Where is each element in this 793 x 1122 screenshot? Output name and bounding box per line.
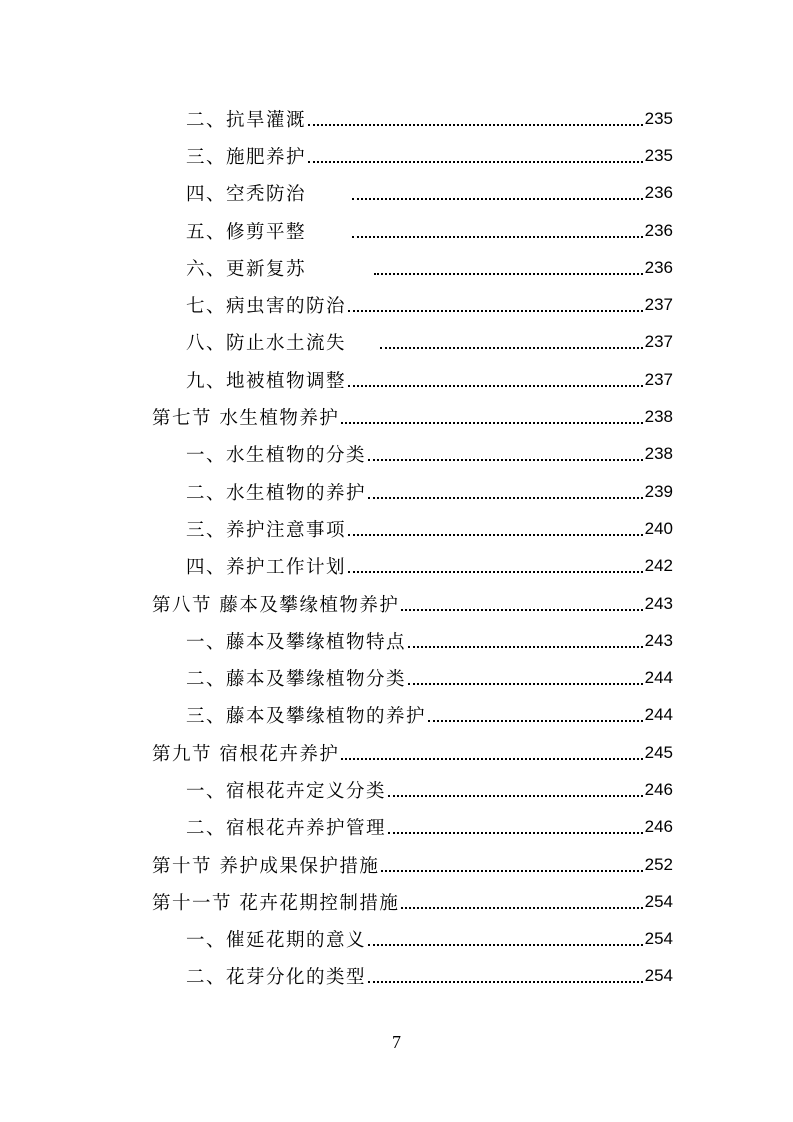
toc-entry-title: 六、更新复苏 <box>186 258 307 280</box>
toc-entry-title: 三、养护注意事项 <box>186 519 347 541</box>
toc-dot-leader <box>374 273 643 275</box>
toc-dot-leader <box>368 944 643 946</box>
toc-dot-leader <box>348 534 643 536</box>
toc-entry-page: 236 <box>644 183 673 203</box>
toc-entry[interactable] <box>0 659 793 696</box>
toc-entry[interactable] <box>0 846 793 883</box>
toc-dot-leader <box>341 758 642 760</box>
toc-entry-page: 235 <box>644 108 673 128</box>
toc-entry-title: 一、催延花期的意义 <box>186 930 367 952</box>
toc-entry-title: 一、水生植物的分类 <box>186 445 367 467</box>
toc-entry-title: 二、抗旱灌溉 <box>186 109 307 131</box>
toc-dot-leader <box>348 571 643 573</box>
toc-entry-title: 三、藤本及攀缘植物的养护 <box>186 706 427 728</box>
toc-entry-page: 239 <box>644 481 673 501</box>
toc-dot-leader <box>380 347 643 349</box>
toc-entry-page: 243 <box>644 593 673 613</box>
toc-dot-leader <box>401 609 642 611</box>
toc-entry-page: 235 <box>644 145 673 165</box>
toc-entry-page: 240 <box>644 518 673 538</box>
toc-entry-title: 八、防止水土流失 <box>186 333 347 355</box>
toc-entry-title: 第七节 水生植物养护 <box>152 408 340 430</box>
toc-dot-leader <box>408 646 643 648</box>
toc-entry-title: 二、藤本及攀缘植物分类 <box>186 669 407 691</box>
toc-entry-page: 238 <box>644 407 673 427</box>
toc-entry-title: 四、养护工作计划 <box>186 557 347 579</box>
toc-entry-page: 243 <box>644 630 673 650</box>
toc-entry-page: 237 <box>644 295 673 315</box>
toc-entry-page: 245 <box>644 742 673 762</box>
toc-entry-title: 四、空秃防治 <box>186 184 307 206</box>
toc-entry[interactable] <box>0 734 793 771</box>
toc-entry-title: 二、水生植物的养护 <box>186 482 367 504</box>
toc-entry-title: 九、地被植物调整 <box>186 370 347 392</box>
toc-entry-page: 254 <box>644 929 673 949</box>
toc-entry[interactable] <box>0 436 793 473</box>
toc-entry-page: 254 <box>644 966 673 986</box>
toc-entry-title: 第十一节 花卉花期控制措施 <box>152 892 400 914</box>
toc-entry-title: 三、施肥养护 <box>186 146 307 168</box>
toc-dot-leader <box>352 198 643 200</box>
toc-dot-leader <box>341 422 642 424</box>
toc-dot-leader <box>408 683 643 685</box>
toc-entry-page: 246 <box>644 817 673 837</box>
toc-entry-title: 一、藤本及攀缘植物特点 <box>186 631 407 653</box>
toc-entry-page: 236 <box>644 220 673 240</box>
toc-entry[interactable] <box>0 100 793 137</box>
toc-entry[interactable] <box>0 771 793 808</box>
toc-entry[interactable] <box>0 958 793 995</box>
toc-dot-leader <box>368 981 643 983</box>
toc-entry-title: 第九节 宿根花卉养护 <box>152 743 340 765</box>
toc-entry[interactable] <box>0 883 793 920</box>
toc-entry-title: 第十节 养护成果保护措施 <box>152 855 380 877</box>
toc-entry-page: 238 <box>644 444 673 464</box>
toc-entry[interactable] <box>0 249 793 286</box>
toc-dot-leader <box>428 720 643 722</box>
toc-entry-title: 五、修剪平整 <box>186 221 307 243</box>
toc-entry-page: 242 <box>644 556 673 576</box>
toc-entry-page: 246 <box>644 779 673 799</box>
toc-dot-leader <box>388 832 643 834</box>
toc-entry-page: 237 <box>644 332 673 352</box>
toc-dot-leader <box>308 124 643 126</box>
toc-dot-leader <box>401 907 642 909</box>
toc-entry[interactable] <box>0 212 793 249</box>
toc-entry[interactable] <box>0 137 793 174</box>
toc-entry-title: 二、花芽分化的类型 <box>186 967 367 989</box>
table-of-contents <box>0 100 793 995</box>
toc-entry-page: 236 <box>644 257 673 277</box>
toc-entry[interactable] <box>0 286 793 323</box>
toc-entry-page: 254 <box>644 891 673 911</box>
toc-entry-title: 一、宿根花卉定义分类 <box>186 780 387 802</box>
toc-entry[interactable] <box>0 175 793 212</box>
toc-entry-page: 244 <box>644 705 673 725</box>
toc-dot-leader <box>348 310 643 312</box>
toc-dot-leader <box>368 459 643 461</box>
toc-dot-leader <box>348 385 643 387</box>
toc-entry-title: 七、病虫害的防治 <box>186 296 347 318</box>
toc-entry[interactable] <box>0 585 793 622</box>
toc-entry[interactable] <box>0 324 793 361</box>
toc-entry[interactable] <box>0 398 793 435</box>
page-number: 7 <box>392 1032 401 1052</box>
toc-dot-leader <box>381 870 642 872</box>
toc-dot-leader <box>368 497 643 499</box>
toc-entry[interactable] <box>0 809 793 846</box>
toc-entry-title: 第八节 藤本及攀缘植物养护 <box>152 594 400 616</box>
toc-entry-title: 二、宿根花卉养护管理 <box>186 818 387 840</box>
toc-entry-page: 237 <box>644 369 673 389</box>
toc-entry-page: 244 <box>644 668 673 688</box>
toc-entry[interactable] <box>0 548 793 585</box>
toc-dot-leader <box>352 236 643 238</box>
toc-entry[interactable] <box>0 473 793 510</box>
toc-entry[interactable] <box>0 510 793 547</box>
toc-dot-leader <box>308 161 643 163</box>
toc-dot-leader <box>388 795 643 797</box>
toc-entry[interactable] <box>0 697 793 734</box>
toc-entry[interactable] <box>0 361 793 398</box>
toc-entry-page: 252 <box>644 854 673 874</box>
toc-entry[interactable] <box>0 921 793 958</box>
toc-entry[interactable] <box>0 622 793 659</box>
